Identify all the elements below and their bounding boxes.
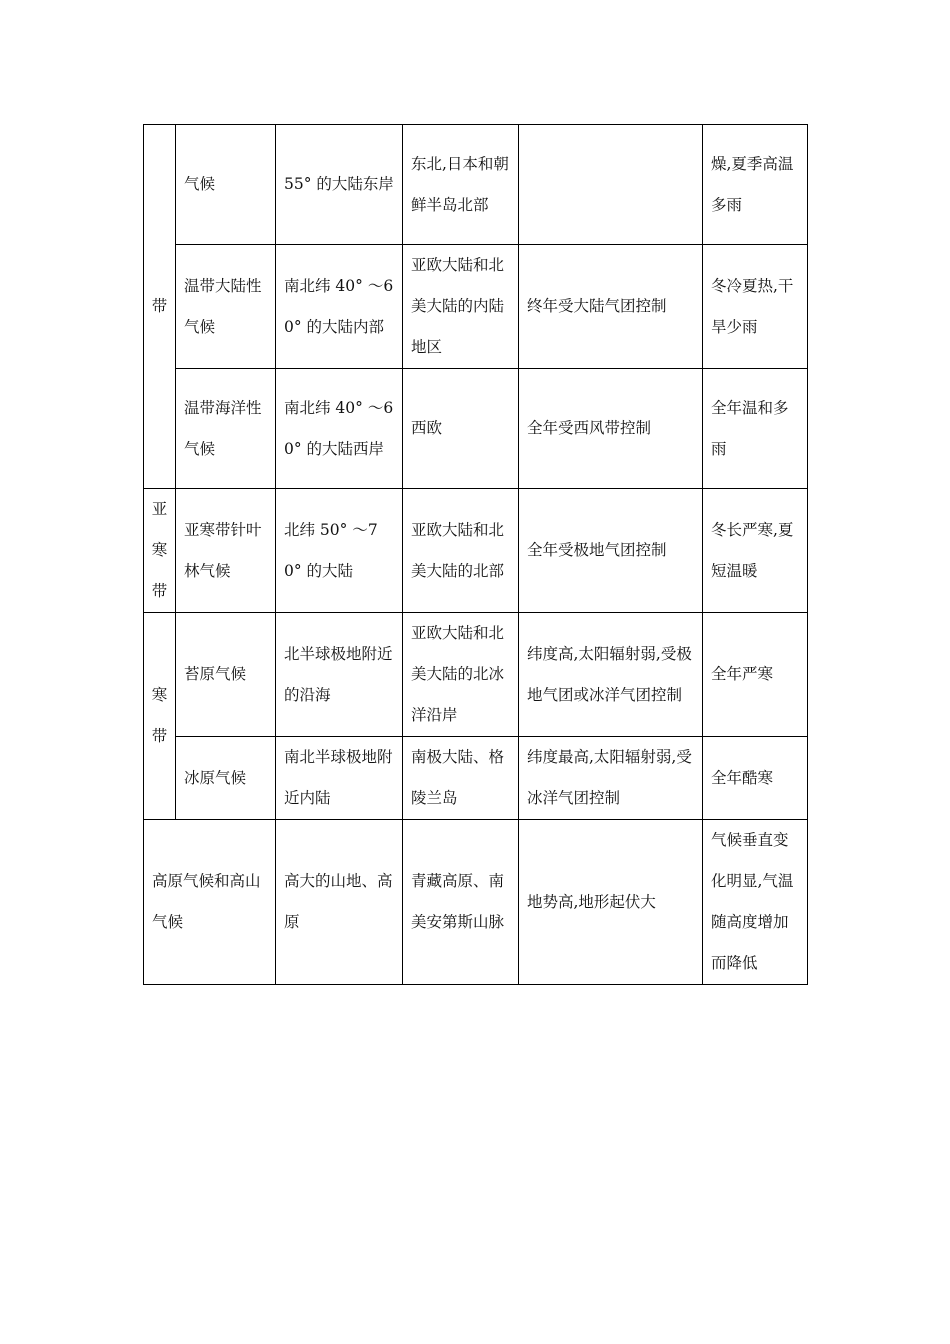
table-row xyxy=(144,820,808,985)
climate-type-cell: 气候 xyxy=(176,125,276,245)
cause-cell xyxy=(519,125,703,245)
distribution-cell: 高大的山地、高原 xyxy=(276,820,403,985)
distribution-cell: 南北纬 40° ～60° 的大陆西岸 xyxy=(276,369,403,489)
table-row xyxy=(144,245,808,369)
feature-cell: 冬冷夏热,干旱少雨 xyxy=(703,245,808,369)
table-row xyxy=(144,613,808,737)
distribution-cell: 南北纬 40° ～60° 的大陆内部 xyxy=(276,245,403,369)
zone-cell: 带 xyxy=(144,125,176,489)
region-cell: 亚欧大陆和北美大陆的北部 xyxy=(403,489,519,613)
region-cell: 亚欧大陆和北美大陆的内陆地区 xyxy=(403,245,519,369)
distribution-cell: 南北半球极地附近内陆 xyxy=(276,737,403,820)
feature-cell: 冬长严寒,夏短温暖 xyxy=(703,489,808,613)
region-cell: 亚欧大陆和北美大陆的北冰洋沿岸 xyxy=(403,613,519,737)
distribution-cell: 北纬 50° ～70° 的大陆 xyxy=(276,489,403,613)
climate-table xyxy=(143,124,808,985)
zone-cell: 亚 寒 带 xyxy=(144,489,176,613)
feature-cell: 全年严寒 xyxy=(703,613,808,737)
table-row xyxy=(144,489,808,613)
cause-cell: 纬度最高,太阳辐射弱,受冰洋气团控制 xyxy=(519,737,703,820)
cause-cell: 全年受西风带控制 xyxy=(519,369,703,489)
region-cell: 南极大陆、格陵兰岛 xyxy=(403,737,519,820)
climate-type-cell: 高原气候和高山气候 xyxy=(144,820,276,985)
climate-type-cell: 冰原气候 xyxy=(176,737,276,820)
table-row xyxy=(144,369,808,489)
climate-type-cell: 温带海洋性气候 xyxy=(176,369,276,489)
feature-cell: 气候垂直变化明显,气温随高度增加而降低 xyxy=(703,820,808,985)
region-cell: 东北,日本和朝鲜半岛北部 xyxy=(403,125,519,245)
climate-type-cell: 苔原气候 xyxy=(176,613,276,737)
cause-cell: 全年受极地气团控制 xyxy=(519,489,703,613)
zone-cell: 寒 带 xyxy=(144,613,176,820)
cause-cell: 地势高,地形起伏大 xyxy=(519,820,703,985)
table-row xyxy=(144,737,808,820)
cause-cell: 纬度高,太阳辐射弱,受极地气团或冰洋气团控制 xyxy=(519,613,703,737)
climate-type-cell: 温带大陆性气候 xyxy=(176,245,276,369)
distribution-cell: 55° 的大陆东岸 xyxy=(276,125,403,245)
feature-cell: 全年温和多雨 xyxy=(703,369,808,489)
region-cell: 青藏高原、南美安第斯山脉 xyxy=(403,820,519,985)
cause-cell: 终年受大陆气团控制 xyxy=(519,245,703,369)
feature-cell: 燥,夏季高温多雨 xyxy=(703,125,808,245)
climate-type-cell: 亚寒带针叶林气候 xyxy=(176,489,276,613)
region-cell: 西欧 xyxy=(403,369,519,489)
distribution-cell: 北半球极地附近的沿海 xyxy=(276,613,403,737)
feature-cell: 全年酷寒 xyxy=(703,737,808,820)
table-row xyxy=(144,125,808,245)
